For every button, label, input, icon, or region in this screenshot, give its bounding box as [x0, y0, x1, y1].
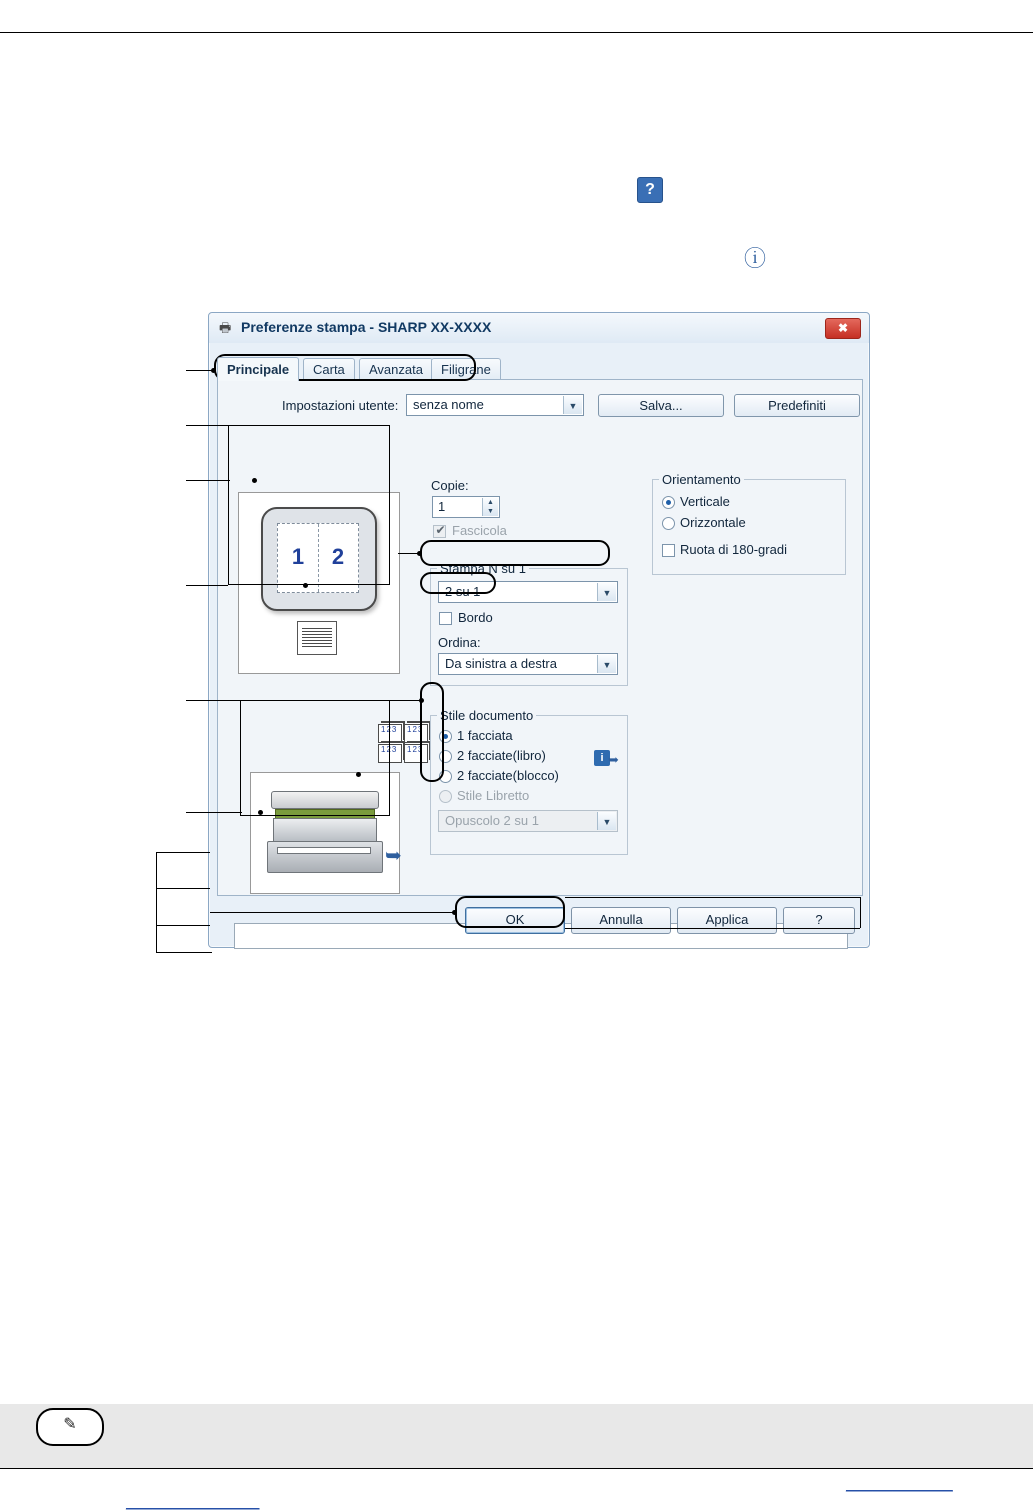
- dialog-titlebar[interactable]: [209, 313, 869, 343]
- document-icon: [297, 621, 337, 655]
- user-settings-value: senza nome: [413, 397, 484, 412]
- pencil-icon: ✎: [63, 1416, 77, 1433]
- callout-line: [156, 888, 210, 889]
- apply-button[interactable]: Applica: [677, 907, 777, 934]
- callout-dot: [419, 698, 424, 703]
- callout-line: [156, 852, 157, 952]
- border-checkbox[interactable]: [439, 612, 452, 625]
- callout-line: [565, 897, 860, 898]
- help-button[interactable]: ?: [783, 907, 855, 934]
- information-icon: i: [594, 750, 610, 766]
- callout-line: [156, 952, 212, 953]
- footer-link-right[interactable]: ________________: [846, 1478, 953, 1492]
- callout-highlight-border: [420, 572, 496, 594]
- chevron-down-icon[interactable]: ▼: [487, 508, 494, 515]
- chevron-down-icon[interactable]: ▼: [563, 396, 582, 414]
- radio-verticale-label: Verticale: [680, 494, 730, 509]
- callout-dot: [356, 772, 361, 777]
- user-settings-select[interactable]: [406, 394, 584, 416]
- mini-sheet-mark: 123: [381, 745, 398, 754]
- copies-label: Copie:: [431, 478, 469, 493]
- ok-button[interactable]: OK: [465, 907, 565, 934]
- chevron-down-icon[interactable]: ▼: [597, 583, 616, 601]
- mini-sheet-mark: 123: [407, 725, 424, 734]
- user-settings-row: [218, 394, 862, 418]
- device-body: [273, 818, 377, 842]
- callout-highlight-docstyle: [420, 682, 444, 782]
- copies-stepper[interactable]: [432, 496, 500, 518]
- callout-line: [186, 480, 230, 481]
- copies-value: 1: [438, 499, 446, 514]
- orientation-group-title: Orientamento: [659, 472, 744, 487]
- radio-verticale[interactable]: [662, 496, 675, 509]
- page-top-rule: [0, 32, 1033, 33]
- collate-checkbox[interactable]: [433, 525, 446, 538]
- callout-dot: [252, 478, 257, 483]
- question-mark-icon: ?: [637, 177, 663, 203]
- copies-spin-buttons[interactable]: [482, 498, 498, 516]
- info-icon: ⓘ: [743, 246, 766, 271]
- nup-group-title: Stampa N su 1: [437, 561, 529, 576]
- dialog-title: Preferenze stampa - SHARP XX-XXXX: [241, 319, 492, 335]
- callout-line: [860, 897, 861, 928]
- radio-orizzontale-label: Orizzontale: [680, 515, 746, 530]
- order-label: Ordina:: [438, 635, 481, 650]
- page-bottom-rule: [0, 1468, 1033, 1469]
- radio-1-facciata-label: 1 facciata: [457, 728, 513, 743]
- callout-line: [186, 812, 242, 813]
- device-base: [267, 841, 383, 873]
- cancel-button[interactable]: Annulla: [571, 907, 671, 934]
- radio-2-facciate-libro-label: 2 facciate(libro): [457, 748, 546, 763]
- preview-page-number-left: 1: [291, 544, 305, 569]
- radio-2-facciate-blocco-label: 2 facciate(blocco): [457, 768, 559, 783]
- nup-value: 2 su 1: [445, 584, 481, 599]
- rotate-180-checkbox[interactable]: [662, 544, 675, 557]
- document-lines: [302, 628, 332, 648]
- defaults-button[interactable]: Predefiniti: [734, 394, 860, 417]
- note-badge: [36, 1408, 104, 1446]
- tab-principale[interactable]: Principale: [217, 357, 299, 381]
- radio-stile-libretto[interactable]: [439, 790, 452, 803]
- collate-label: Fascicola: [452, 523, 507, 538]
- callout-line: [156, 852, 210, 853]
- callout-line: [565, 928, 860, 929]
- callout-highlight-preview: [228, 425, 390, 585]
- output-direction-arrow-icon: ➥: [385, 845, 402, 867]
- border-label: Bordo: [458, 610, 493, 625]
- user-settings-label: Impostazioni utente:: [282, 398, 399, 413]
- callout-line: [186, 370, 214, 371]
- print-preferences-dialog: [208, 312, 870, 948]
- callout-dot: [417, 551, 422, 556]
- rotate-180-label: Ruota di 180-gradi: [680, 542, 787, 557]
- tab-carta[interactable]: Carta: [303, 358, 355, 380]
- tab-avanzata[interactable]: Avanzata: [359, 358, 433, 380]
- chevron-down-icon[interactable]: ▼: [597, 812, 616, 830]
- radio-orizzontale[interactable]: [662, 517, 675, 530]
- document-style-group-title: Stile documento: [437, 708, 536, 723]
- preview-page-number-right: 2: [331, 544, 345, 569]
- printer-icon: 🖶: [219, 320, 232, 335]
- callout-highlight-device: [240, 700, 390, 816]
- callout-highlight-nup: [420, 540, 610, 566]
- radio-stile-libretto-label: Stile Libretto: [457, 788, 530, 803]
- close-icon[interactable]: ✖: [825, 318, 861, 339]
- mini-sheet-mark: 123: [381, 725, 398, 734]
- order-value: Da sinistra a destra: [445, 656, 557, 671]
- chevron-up-icon[interactable]: ▲: [487, 499, 494, 506]
- order-select[interactable]: [438, 653, 618, 675]
- callout-dot: [258, 810, 263, 815]
- save-button[interactable]: Salva...: [598, 394, 724, 417]
- callout-line: [156, 925, 210, 926]
- pointer-arrow-icon: ➥: [608, 752, 619, 767]
- booklet-select[interactable]: [438, 810, 618, 832]
- callout-footer-span: [210, 896, 860, 928]
- device-tray: [277, 847, 371, 854]
- callout-dot: [211, 368, 216, 373]
- tab-filigrane[interactable]: Filigrane: [431, 358, 501, 380]
- callout-line: [228, 425, 229, 585]
- booklet-value: Opuscolo 2 su 1: [445, 813, 539, 828]
- mini-sheet-mark: 123: [407, 745, 424, 754]
- callout-dot: [303, 583, 308, 588]
- footer-link-left[interactable]: ____________________: [126, 1496, 260, 1510]
- chevron-down-icon[interactable]: ▼: [597, 655, 616, 673]
- callout-line: [186, 425, 228, 426]
- callout-line: [186, 585, 228, 586]
- note-panel: [0, 1404, 1033, 1468]
